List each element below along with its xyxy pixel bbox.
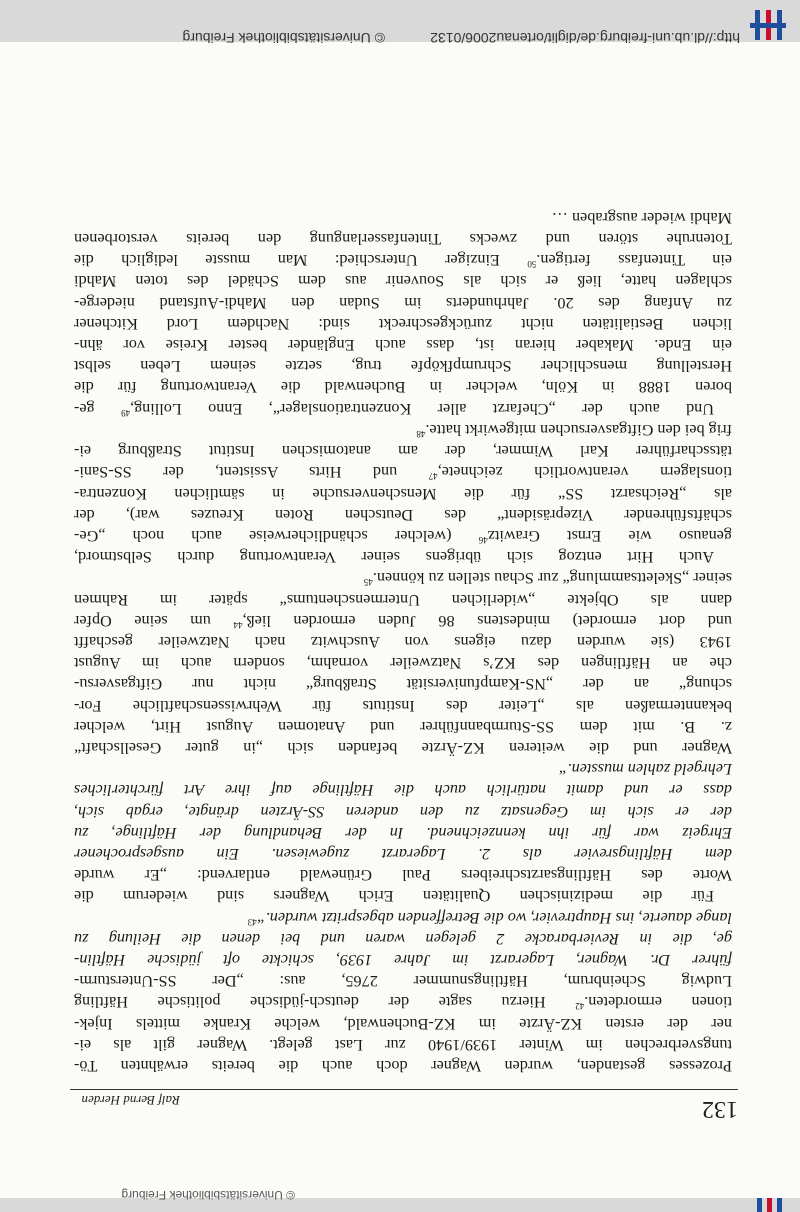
text-line: schlagen hatte, ließ er sich als Souvenir aus dem Schädel des toten Mahdi [74, 272, 732, 291]
text-fragment: Hierzu sagte der deutsch-jüdische politische Häftling [73, 993, 576, 1012]
text-fragment: ein Tintenfass fertigen. [536, 251, 732, 270]
text-fragment: Einziger Unterschied: Man musste lediglich die [73, 251, 528, 270]
text-line: tungsverbrechen im Winter 1939/1940 zur Last gelegt. Wagner gilt als ei- [74, 1035, 732, 1054]
text-line [74, 991, 732, 1012]
quote-line: Ehrgeiz war für ihn kennzeichnend. In der Behandlung der Häftlinge, zu [74, 823, 732, 842]
text-line: ner der ersten KZ-Ärzte im KZ-Buchenwald, welche Kranke mittels Injek- [74, 1014, 732, 1033]
running-head-author: Ralf Bernd Herden [81, 1093, 180, 1108]
text-line: boren 1888 in Köln, welcher in Buchenwald die Verantwortung für die [74, 378, 732, 397]
text-line: bekanntermaßen als „Leiter des Instituts für Wehrwissenschaftliche For- [74, 696, 732, 715]
text-line: Herstellung menschlicher Schrumpfköpfe trug, setzte seinem Leben selbst [74, 357, 732, 376]
text-line: Auch Hirt entzog sich übrigens seiner Verantwortung durch Selbstmord, [74, 548, 714, 567]
text-line: tätsscharführer Karl Wimmer, der am anatomischen Institut Straßburg ei- [74, 442, 732, 461]
text-line: als „Reichsarzt SS“ für die Menschenversuche in sämtlichen Konzentra- [74, 484, 732, 503]
university-library-logo-icon [748, 4, 788, 44]
quote-line: führer Dr. Wagner, Lagerarzt im Jahre 1939, schickte oft jüdische Häftlin- [74, 950, 732, 969]
quote-line: ge, die in Revierbaracke 2 gelegen waren und bei denen die Heilung zu [74, 929, 732, 948]
text-line: che an Häftlingen des KZ’s Natzweiler vornahm, sondern auch im August [74, 654, 732, 673]
text-fragment: um seine Opfer [74, 611, 234, 630]
text-line [74, 461, 732, 482]
text-fragment: tionslagern verantwortlich zeichnete, [437, 463, 732, 482]
text-line: Worte des Häftlingsarztschreibers Paul Grünewald entlarvend: „Er wurde [74, 866, 732, 885]
footnote-ref: 47 [428, 471, 438, 482]
text-line [74, 249, 732, 270]
footnote-ref: 44 [233, 619, 243, 630]
text-fragment: seiner „Skelettsammlung“ zur Schau stellen zu können. [372, 569, 732, 588]
footnote-ref: 50 [527, 259, 537, 270]
text-line: Mahdi wieder ausgraben … [551, 208, 732, 227]
text-fragment: genauso wie Ernst Grawitz [487, 526, 732, 545]
header-rule [70, 1089, 738, 1090]
quote-line: dass er und damit natürlich auch die Häftlinge auf ihre Art fürchterliches [74, 781, 732, 800]
text-fragment: lange dauerte, ins Hauptrevier, wo die Betreffenden abgespritzt wurden.“ [256, 908, 732, 927]
footnote-ref: 43 [247, 916, 257, 927]
footnote-ref: 46 [478, 534, 488, 545]
quote-line: dem Häftlingsrevier als 2. Lagerarzt zugewiesen. Ein ausgesprochener [74, 844, 732, 863]
text-line: dann als Objekte „widerlichen Untermenschentums“ später im Rahmen [74, 590, 732, 609]
text-fragment: Und auch der „Chefarzt aller Konzentrationslager“, Enno Lolling, [130, 399, 714, 418]
quote-line [74, 906, 732, 927]
text-line: schung“ an der „NS-Kampfuniversität Straßburg“ nicht nur Giftgasversu- [74, 675, 732, 694]
text-line: zu Anfang des 20. Jahrhunderts im Sudan den Mahdi-Aufstand niederge- [74, 293, 732, 312]
quote-line: Lehrgeld zahlen mussten.“ [558, 760, 732, 779]
text-fragment: ge- [73, 399, 122, 418]
footnote-ref: 45 [363, 577, 373, 588]
quote-line: der er sich im Gegensatz zu den anderen SS-Ärzten drängte, ergab sich, [74, 802, 732, 821]
text-line: Totenruhe stören und zwecks Tintenfasserlangung den bereits verstorbenen [74, 230, 732, 249]
text-line [74, 567, 732, 588]
text-line [74, 525, 732, 546]
text-line [74, 419, 732, 440]
text-line: lichen Bestialitäten nicht zurückgeschreckt sind: Nachdem Lord Kitchener [74, 314, 732, 333]
scan-copyright: © Universitätsbibliothek Freiburg [182, 30, 385, 46]
text-line: Wagner und die weiteren KZ-Ärzte befanden sich „in guter Gesellschaft“ [74, 738, 732, 757]
scan-url[interactable]: http://dl.ub.uni-freiburg.de/diglit/ortenau2006/0132 [430, 30, 740, 46]
footnote-ref: 48 [416, 428, 426, 439]
text-line: Prozesses gestanden, wurden Wagner doch auch die bereits erwähnten Tö- [74, 1057, 732, 1075]
text-fragment: (welcher schändlicherweise auch noch „Ge- [74, 526, 479, 545]
text-line: schäftsführender Vizepräsident“ des Deutschen Roten Kreuzes war), der [74, 505, 732, 524]
footnote-ref: 42 [575, 1001, 585, 1012]
scan-copyright-footer: © Universitätsbibliothek Freiburg [121, 1188, 295, 1202]
text-line: z. B. mit dem SS-Sturmbannführer und Anatomen August Hirt, welcher [74, 717, 732, 736]
text-fragment: tionen ermordeten. [584, 993, 732, 1012]
text-fragment: und Hirts Assistent, der SS-Sani- [74, 463, 429, 482]
text-line: Ludwig Scheinbrum, Häftlingsnummer 2765, aus: „Der SS-Untersturm- [74, 972, 732, 991]
text-line [74, 610, 732, 631]
text-line: 1943 (sie wurden dazu eigens von Auschwitz nach Natzweiler geschafft [74, 632, 732, 651]
text-fragment: und dort ermordet) mindestens 86 Juden ermorden ließ, [242, 611, 732, 630]
text-line [74, 398, 732, 419]
university-library-logo-icon-footer [752, 1192, 788, 1212]
page-number: 132 [702, 1096, 738, 1122]
footnote-ref: 49 [121, 407, 131, 418]
text-line: ein Ende. Makaber hieran ist, dass auch Engländer bester Kreise vor ähn- [74, 336, 732, 355]
text-line: Für die medizinischen Qualitäten Erich Wagners sind wiederum die [74, 887, 714, 906]
text-fragment: frig bei den Giftgasversuchen mitgewirkt hatte. [425, 420, 732, 439]
body-text [74, 207, 732, 1076]
